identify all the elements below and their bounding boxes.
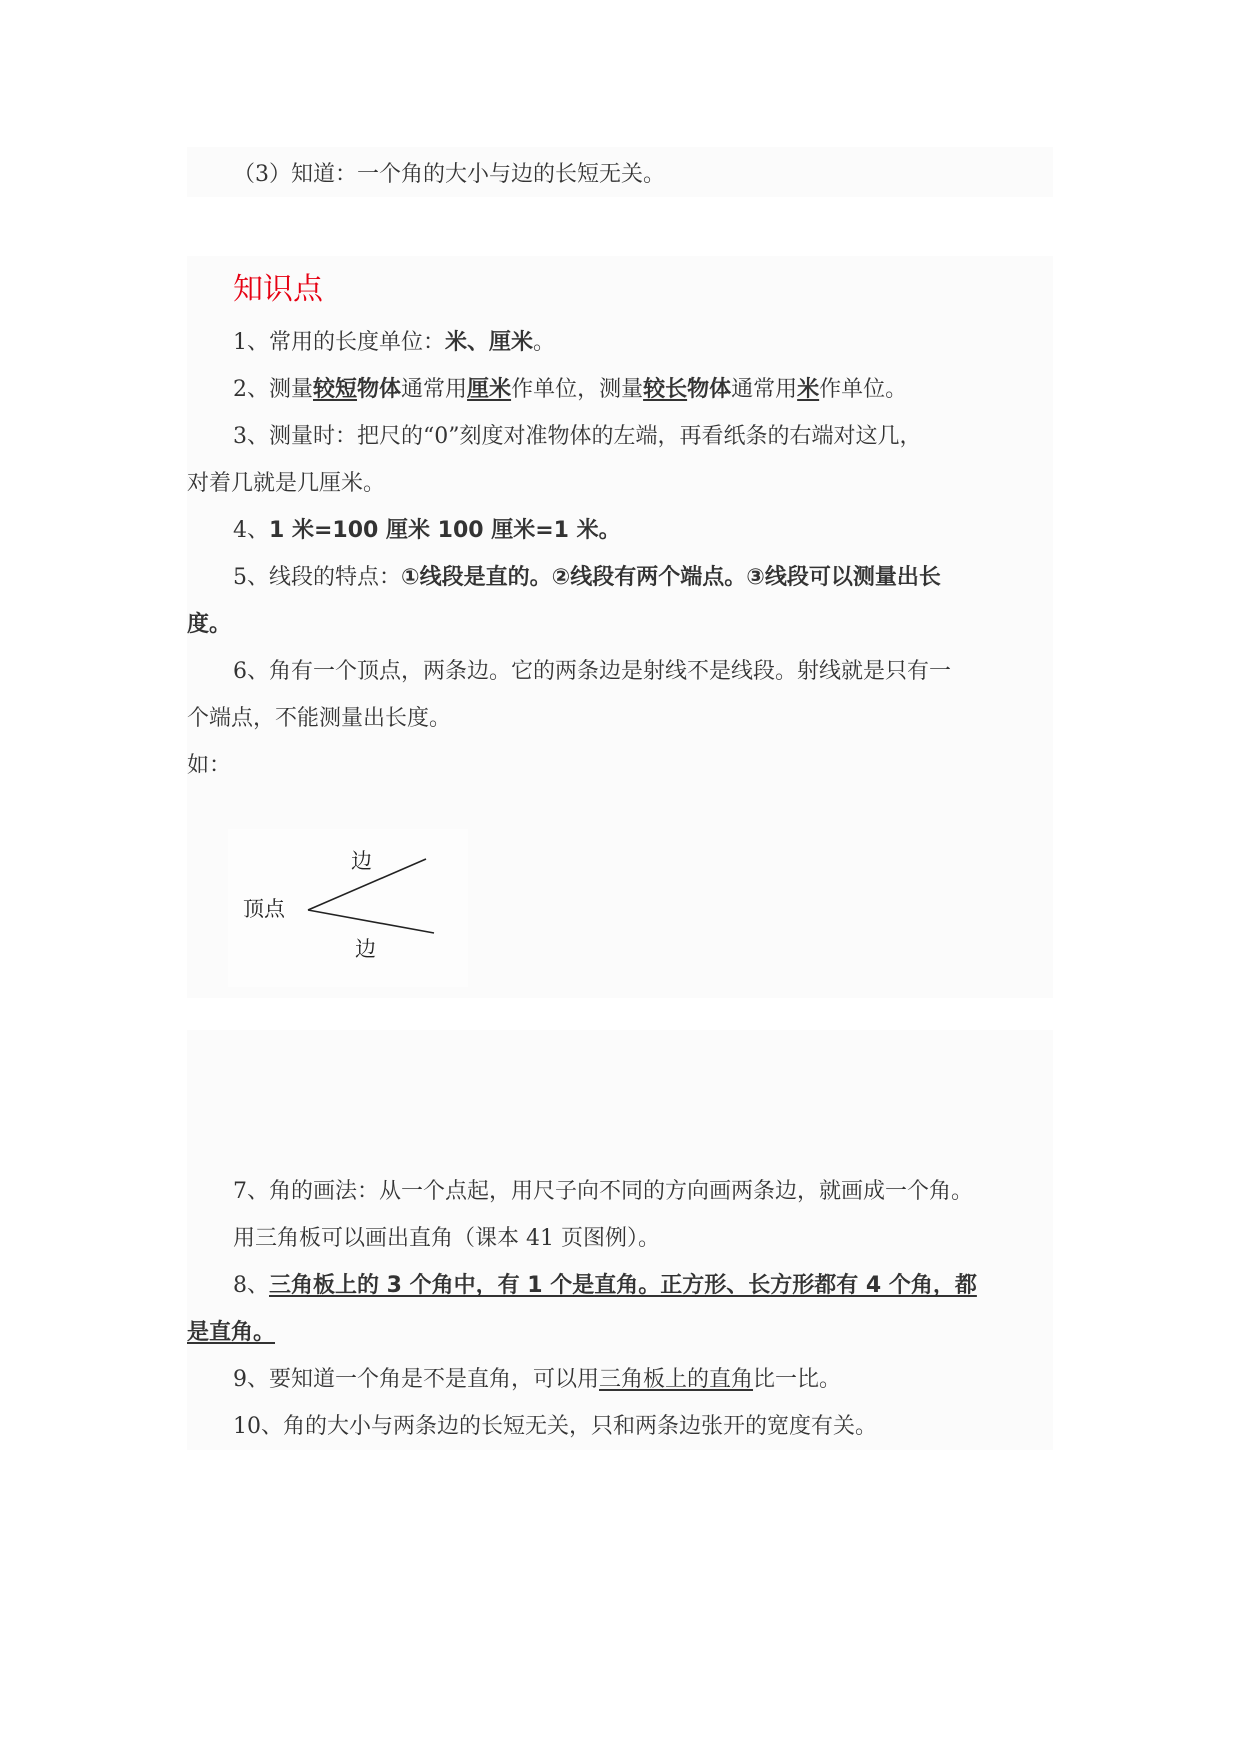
point-5-line-2: 度。: [187, 612, 232, 637]
point-2: 2、测量较短物体通常用厘米作单位，测量较长物体通常用米作单位。: [233, 377, 908, 402]
point-10: 10、角的大小与两条边的长短无关，只和两条边张开的宽度有关。: [233, 1414, 877, 1439]
angle-diagram: [228, 829, 468, 987]
point-6-line-1: 6、角有一个顶点，两条边。它的两条边是射线不是线段。射线就是只有一: [233, 659, 951, 684]
point-1: 1、常用的长度单位：米、厘米。: [233, 330, 556, 355]
angle-side-bottom: [308, 910, 434, 933]
point-8-line-2: 是直角。: [187, 1320, 276, 1345]
point-7-line-1: 7、角的画法：从一个点起，用尺子向不同的方向画两条边，就画成一个角。: [233, 1179, 973, 1204]
point-3-line-2: 对着几就是几厘米。: [187, 471, 386, 496]
vertex-label: 顶点: [243, 897, 285, 921]
point-6-line-3: 如：: [187, 753, 232, 778]
point-6-line-2: 个端点，不能测量出长度。: [187, 706, 452, 731]
point-3-line-1: 3、测量时：把尺的“0”刻度对准物体的左端，再看纸条的右端对这几，: [233, 424, 922, 449]
section-heading: 知识点: [233, 272, 323, 307]
side-label-bottom: 边: [355, 937, 376, 961]
point-8-line-1: 8、三角板上的 3 个角中，有 1 个是直角。正方形、长方形都有 4 个角，都: [233, 1273, 977, 1298]
point-7-line-2: 用三角板可以画出直角（课本 41 页图例）。: [233, 1226, 660, 1251]
top-note: （3）知道：一个角的大小与边的长短无关。: [233, 162, 665, 187]
side-label-top: 边: [351, 849, 372, 873]
point-4: 4、1 米=100 厘米 100 厘米=1 米。: [233, 518, 621, 543]
point-5-line-1: 5、线段的特点：①线段是直的。②线段有两个端点。③线段可以测量出长: [233, 565, 941, 590]
point-9: 9、要知道一个角是不是直角，可以用三角板上的直角比一比。: [233, 1367, 842, 1392]
